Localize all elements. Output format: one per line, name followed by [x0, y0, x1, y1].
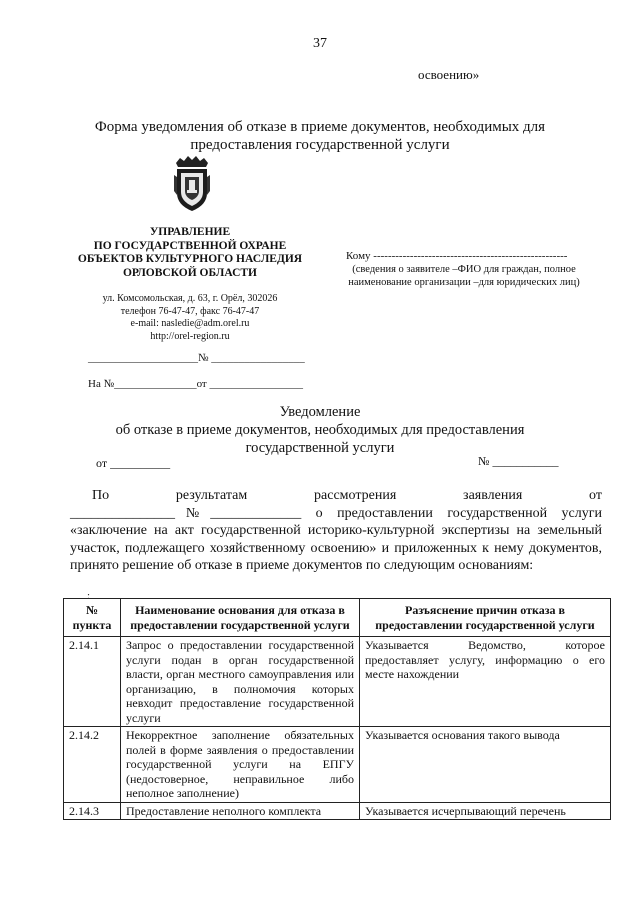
row-reason: Предоставление неполного комплекта: [121, 802, 360, 820]
notice-title-line2: об отказе в приеме документов, необходимых для предоставления: [115, 422, 525, 438]
recipient-note-line1: (сведения о заявителе –ФИО для граждан, полное: [352, 264, 576, 275]
page-number: 37: [313, 36, 327, 51]
row-explanation: Указывается основания такого вывода: [360, 727, 611, 803]
body-line1: По результатам рассмотрения заявления от: [92, 488, 602, 503]
notice-title-line1: Уведомление: [279, 404, 361, 420]
table-header-row: [64, 599, 611, 637]
registration-number-line: ____________________№ _________________: [88, 352, 305, 364]
form-title: [40, 118, 600, 154]
row-reason: Запрос о предоставлении государственной услуги подан в орган государственной власти, орган местного самоуправления или организацию, в полномочия которых невходит предоставление государственной услуги: [121, 637, 360, 727]
organization-contacts: [70, 293, 310, 343]
margin-mark: :: [87, 590, 91, 602]
row-explanation: Указывается исчерпывающий перечень: [360, 802, 611, 820]
body-rest: _______________№_____________ о предоставлении государственной услуги «заключение на акт государственной историко-культурной экспертизы на земельный участок, подлежащего хозяйственному освоению» и приложенных к нему документов, принято решение об отказе в приеме документов по следующим основаниям:: [70, 505, 602, 573]
header-item-number: № пункта: [64, 599, 121, 637]
recipient-label: Кому -----------------------------------------------------: [346, 250, 568, 262]
row-number: 2.14.2: [64, 727, 121, 803]
header-explanation: Разъяснение причин отказа в предоставлении государственной услуги: [360, 599, 611, 637]
date-field: от __________: [96, 456, 171, 470]
row-explanation: Указывается Ведомство, которое предоставляет услугу, информацию о его месте нахождении: [360, 637, 611, 727]
coat-of-arms-icon: [172, 155, 212, 213]
table-row: [64, 802, 611, 820]
table-row: [64, 637, 611, 727]
notice-title-line3: государственной услуги: [245, 440, 395, 456]
org-phone: телефон 76-47-47, факс 76-47-47: [120, 305, 260, 317]
org-email: e-mail: nasledie@adm.orel.ru: [130, 318, 250, 329]
org-line3: ОБЪЕКТОВ КУЛЬТУРНОГО НАСЛЕДИЯ: [77, 253, 303, 265]
header-reason: Наименование основания для отказа в предоставлении государственной услуги: [121, 599, 360, 637]
recipient-note: [336, 263, 592, 289]
row-reason: Некорректное заполнение обязательных полей в форме заявления о предоставлении государственной услуги на ЕПГУ (недостоверное, неправильное либо неполное заполнение): [121, 727, 360, 803]
org-line4: ОРЛОВСКОЙ ОБЛАСТИ: [122, 266, 258, 279]
row-number: 2.14.1: [64, 637, 121, 727]
form-title-line2: предоставления государственной услуги: [190, 137, 450, 153]
organization-header: [70, 226, 310, 280]
recipient-note-line2: наименование организации –для юридических лиц): [348, 277, 580, 288]
reference-number-line: На №_______________от _________________: [88, 378, 303, 390]
continuation-text: освоению»: [418, 67, 480, 82]
body-text: [70, 487, 602, 575]
org-website: http://orel-region.ru: [150, 330, 230, 342]
row-number: 2.14.3: [64, 802, 121, 820]
org-line2: ПО ГОСУДАРСТВЕННОЙ ОХРАНЕ: [93, 239, 287, 252]
form-title-line1: Форма уведомления об отказе в приеме документов, необходимых для: [94, 119, 546, 135]
org-line1: УПРАВЛЕНИЕ: [149, 226, 231, 238]
notice-title: [60, 403, 580, 457]
refusal-reasons-table: [63, 598, 611, 820]
org-address: ул. Комсомольская, д. 63, г. Орёл, 302026: [102, 293, 278, 304]
table-row: [64, 727, 611, 803]
number-field: № ___________: [478, 454, 559, 468]
